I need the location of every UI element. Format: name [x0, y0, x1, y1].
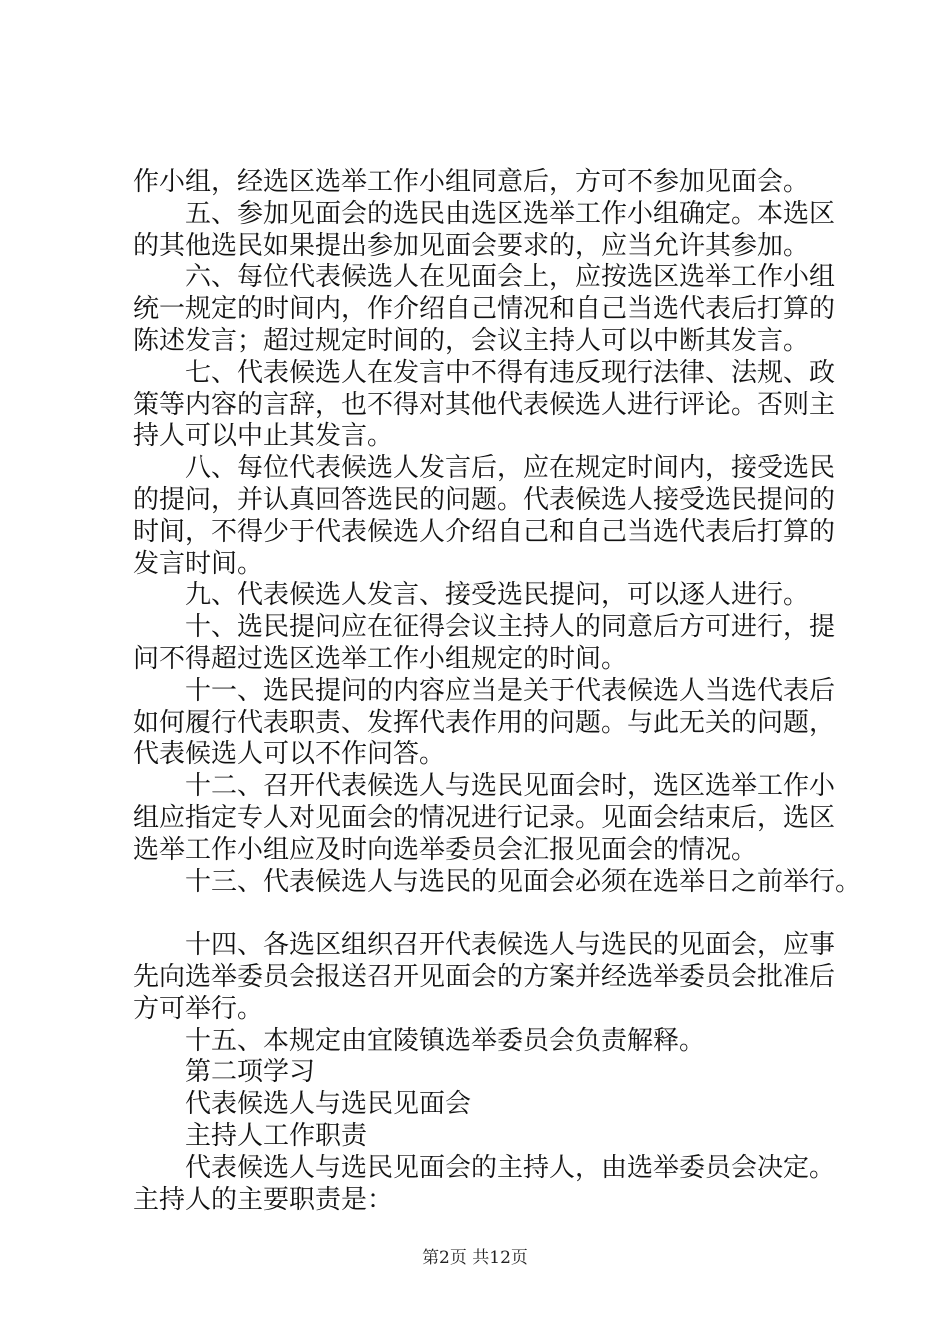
- text-line: 统一规定的时间内，作介绍自己情况和自己当选代表后打算的: [133, 294, 836, 325]
- text-line: 五、参加见面会的选民由选区选举工作小组确定。本选区: [185, 198, 836, 229]
- text-line: 十三、代表候选人与选民的见面会必须在选举日之前举行。: [185, 866, 862, 897]
- text-line: 十四、各选区组织召开代表候选人与选民的见面会，应事: [185, 930, 836, 961]
- text-line: 主持人的主要职责是：: [133, 1184, 394, 1215]
- text-line: 七、代表候选人在发言中不得有违反现行法律、法规、政: [185, 357, 836, 388]
- text-line: 代表候选人与选民见面会: [185, 1089, 472, 1120]
- text-line: 八、每位代表候选人发言后，应在规定时间内，接受选民: [185, 453, 836, 484]
- text-line: 代表候选人与选民见面会的主持人，由选举委员会决定。: [185, 1152, 836, 1183]
- text-line: 十一、选民提问的内容应当是关于代表候选人当选代表后: [185, 675, 836, 706]
- blank-line: [133, 898, 833, 930]
- document-body: [133, 167, 862, 1216]
- text-line: 代表候选人可以不作问答。: [133, 739, 446, 770]
- text-line: 选举工作小组应及时向选举委员会汇报见面会的情况。: [133, 834, 758, 865]
- text-line: 的提问，并认真回答选民的问题。代表候选人接受选民提问的: [133, 484, 836, 515]
- text-line: 的其他选民如果提出参加见面会要求的，应当允许其参加。: [133, 230, 810, 261]
- text-line: 六、每位代表候选人在见面会上，应按选区选举工作小组: [185, 262, 836, 293]
- text-line: 十、选民提问应在征得会议主持人的同意后方可进行，提: [185, 612, 836, 643]
- text-line: 九、代表候选人发言、接受选民提问，可以逐人进行。: [185, 580, 810, 611]
- text-line: 时间，不得少于代表候选人介绍自己和自己当选代表后打算的: [133, 516, 836, 547]
- text-line: 先向选举委员会报送召开见面会的方案并经选举委员会批准后: [133, 961, 836, 992]
- text-line: 作小组，经选区选举工作小组同意后，方可不参加见面会。: [133, 167, 810, 197]
- text-line: 问不得超过选区选举工作小组规定的时间。: [133, 643, 628, 674]
- page-footer: 第2页 共12页: [422, 1248, 528, 1268]
- text-line: 方可举行。: [133, 993, 264, 1024]
- text-line: 发言时间。: [133, 548, 264, 579]
- text-line: 十五、本规定由宜陵镇选举委员会负责解释。: [185, 1025, 706, 1056]
- text-line: 第二项学习: [185, 1057, 316, 1088]
- text-line: 持人可以中止其发言。: [133, 421, 394, 452]
- text-line: 组应指定专人对见面会的情况进行记录。见面会结束后，选区: [133, 802, 836, 833]
- text-line: 如何履行代表职责、发挥代表作用的问题。与此无关的问题，: [133, 707, 836, 738]
- text-line: 陈述发言；超过规定时间的，会议主持人可以中断其发言。: [133, 325, 810, 356]
- text-line: 主持人工作职责: [185, 1120, 368, 1151]
- text-line: 十二、召开代表候选人与选民见面会时，选区选举工作小: [185, 771, 836, 802]
- text-line: 策等内容的言辞，也不得对其他代表候选人进行评论。否则主: [133, 389, 836, 420]
